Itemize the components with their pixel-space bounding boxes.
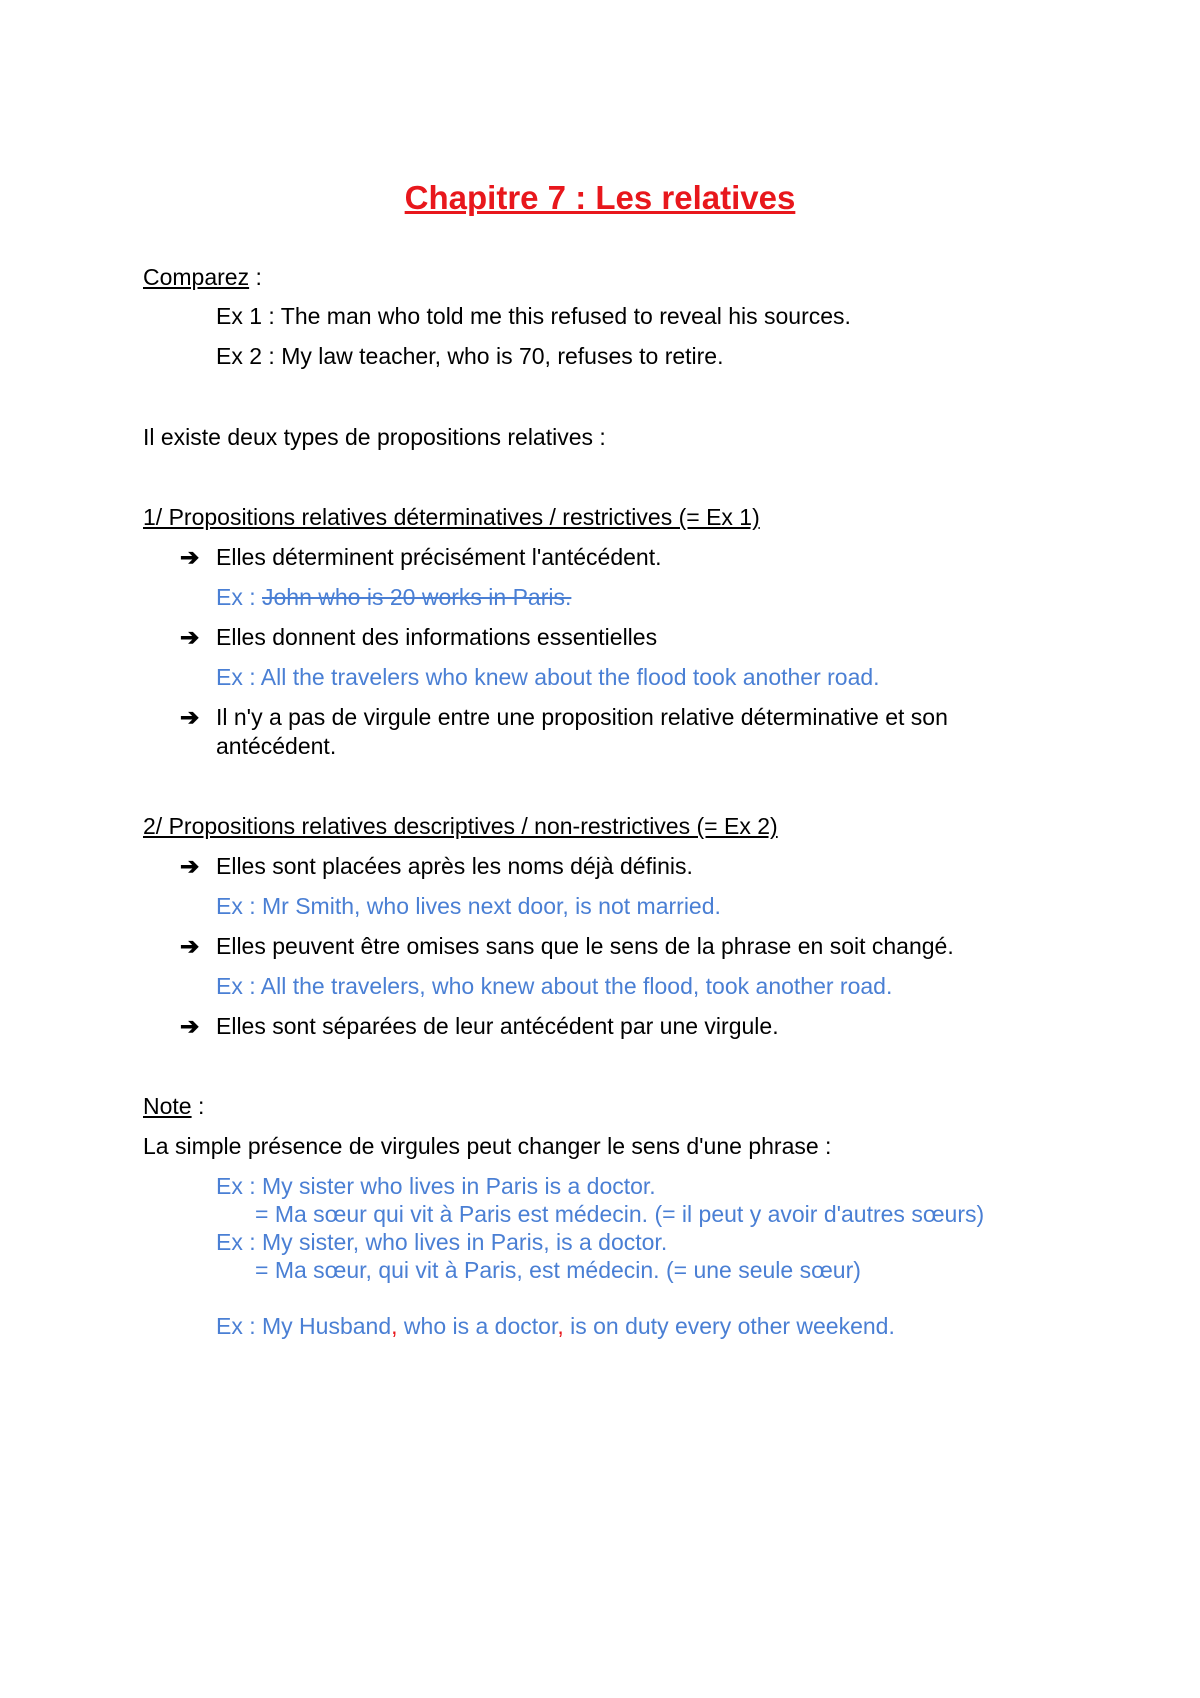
section1-point3-line1: Il n'y a pas de virgule entre une proposition relative déterminative et son <box>216 704 948 730</box>
struck-example: John who is 20 works in Paris. <box>262 584 572 610</box>
note-intro: La simple présence de virgules peut changer le sens d'une phrase : <box>143 1133 832 1159</box>
compare-heading <box>143 262 262 292</box>
section2-example1: Ex : Mr Smith, who lives next door, is not married. <box>216 893 721 919</box>
compare-label: Comparez <box>143 264 250 290</box>
highlighted-comma: , <box>557 1313 564 1339</box>
section2-point3: Elles sont séparées de leur antécédent par une virgule. <box>216 1013 779 1039</box>
arrow-right-icon: ➔ <box>180 853 200 879</box>
arrow-right-icon: ➔ <box>180 544 200 570</box>
intro-text: Il existe deux types de propositions relatives : <box>143 424 606 450</box>
section1-point1: Elles déterminent précisément l'antécédent. <box>216 544 662 570</box>
arrow-right-icon: ➔ <box>180 704 200 730</box>
example-prefix: Ex : <box>216 584 263 610</box>
section2-point1: Elles sont placées après les noms déjà définis. <box>216 853 693 879</box>
compare-example-1: Ex 1 : The man who told me this refused to reveal his sources. <box>216 303 851 329</box>
compare-suffix: : <box>249 264 262 290</box>
note-example3-part3: is on duty every other weekend. <box>563 1313 895 1339</box>
section2-heading: 2/ Propositions relatives descriptives / non-restrictives (= Ex 2) <box>143 813 778 839</box>
section1-example1 <box>216 582 571 612</box>
section2-point2: Elles peuvent être omises sans que le sens de la phrase en soit changé. <box>216 933 954 959</box>
section1-heading: 1/ Propositions relatives déterminatives / restrictives (= Ex 1) <box>143 504 760 530</box>
note-example3-part1: Ex : My Husband <box>216 1313 392 1339</box>
note-example1: Ex : My sister who lives in Paris is a doctor. <box>216 1173 656 1199</box>
compare-example-2: Ex 2 : My law teacher, who is 70, refuses to retire. <box>216 343 724 369</box>
highlighted-comma: , <box>391 1313 398 1339</box>
section2-example2: Ex : All the travelers, who knew about the flood, took another road. <box>216 973 893 999</box>
page-title: Chapitre 7 : Les relatives <box>404 179 796 216</box>
arrow-right-icon: ➔ <box>180 624 200 650</box>
note-example3 <box>216 1311 895 1341</box>
arrow-right-icon: ➔ <box>180 1013 200 1039</box>
note-example2: Ex : My sister, who lives in Paris, is a doctor. <box>216 1229 668 1255</box>
section1-example2: Ex : All the travelers who knew about the flood took another road. <box>216 664 880 690</box>
note-example2-translation: = Ma sœur, qui vit à Paris, est médecin. (= une seule sœur) <box>255 1257 861 1283</box>
note-suffix: : <box>191 1093 205 1119</box>
arrow-right-icon: ➔ <box>180 933 200 959</box>
note-heading <box>143 1091 204 1121</box>
note-example1-translation: = Ma sœur qui vit à Paris est médecin. (= il peut y avoir d'autres sœurs) <box>255 1201 985 1227</box>
note-label: Note <box>143 1093 192 1119</box>
section1-point2: Elles donnent des informations essentielles <box>216 624 658 650</box>
note-example3-part2: who is a doctor <box>397 1313 558 1339</box>
section1-point3-line2: antécédent. <box>216 733 337 759</box>
